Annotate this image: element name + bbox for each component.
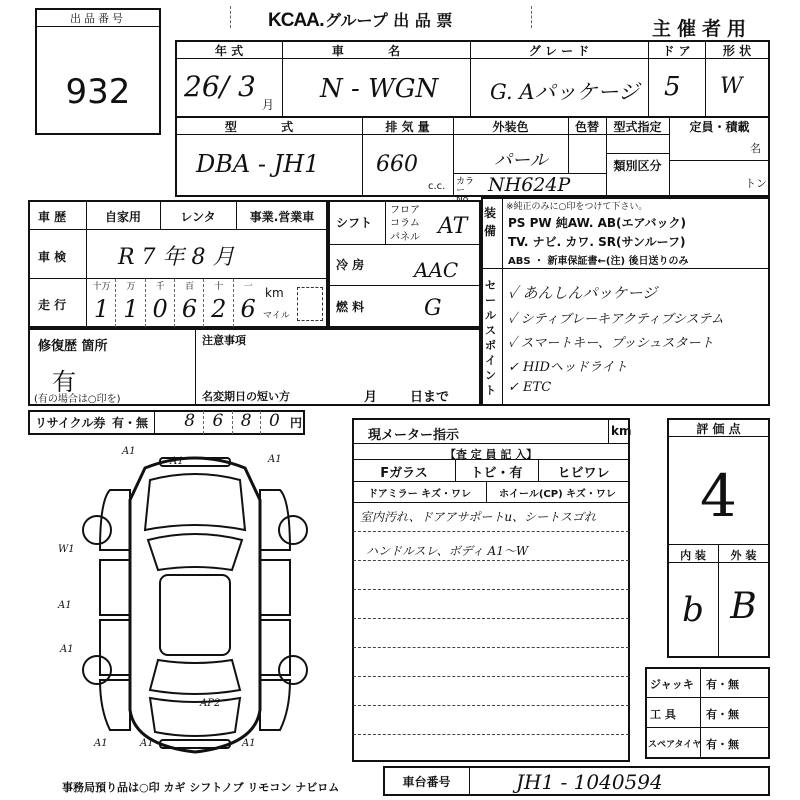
meter-label: 現メーター指示 bbox=[368, 428, 460, 443]
name-label: 車 名 bbox=[331, 44, 421, 58]
displacement-value: 660 bbox=[376, 152, 418, 177]
repair-value: 有 bbox=[52, 368, 76, 396]
month-unit: 月 bbox=[262, 98, 275, 112]
spare-yes-no: 有・無 bbox=[706, 738, 739, 751]
rear-window bbox=[150, 660, 240, 694]
recycle-label: リサイクル券 bbox=[35, 416, 106, 430]
model-designation-label: 型式指定 bbox=[613, 120, 662, 134]
lot-number-label: 出品番号 bbox=[70, 12, 126, 25]
vehicle-damage-diagram bbox=[40, 440, 350, 770]
right-rear-door bbox=[260, 620, 290, 675]
hood-outline bbox=[145, 474, 245, 530]
rental-option: レンタ bbox=[180, 210, 216, 224]
interior-grade: b bbox=[682, 590, 704, 630]
model-label: 型 式 bbox=[224, 120, 314, 134]
mileage-cell: 百 6 bbox=[175, 279, 204, 327]
capacity-label: 定員・積載 bbox=[689, 120, 750, 134]
meter-km: km bbox=[611, 424, 632, 438]
yen-unit: 円 bbox=[290, 416, 303, 430]
spare-tire-label: スペアタイヤ bbox=[648, 740, 702, 750]
mileage-unit-checkbox bbox=[297, 287, 323, 321]
deadline-month: 月 bbox=[364, 390, 378, 405]
color-no-label: カラー No. bbox=[456, 177, 475, 205]
grade-label: グ レ ー ド bbox=[528, 44, 590, 58]
mirror-label: ドアミラー キズ・ワレ bbox=[368, 489, 471, 500]
mileage-cell: 一 6 bbox=[240, 282, 256, 323]
damage-mark: A1 bbox=[242, 738, 256, 749]
exterior-label: 外 装 bbox=[730, 549, 757, 562]
recycle-yes-no: 有・無 bbox=[112, 416, 149, 430]
shift-floor: フロア bbox=[390, 205, 420, 216]
equipment-label: 装 備 bbox=[484, 206, 497, 238]
right-rear-fender bbox=[260, 680, 290, 730]
category-label: 類別区分 bbox=[613, 159, 662, 173]
equipment-row-3: ABS ・ 新車保証書←(注) 後日送りのみ bbox=[508, 256, 689, 267]
ac-label: 冷 房 bbox=[336, 258, 365, 272]
grade-value: G. Aパッケージ bbox=[490, 80, 640, 104]
form-title bbox=[268, 8, 452, 32]
capacity-unit-people: 名 bbox=[750, 142, 761, 155]
footer-items: 事務局預り品は○印 カギ シフトノブ リモコン ナビロム bbox=[62, 781, 340, 794]
equipment-note: ※純正のみに○印をつけて下さい。 bbox=[506, 202, 648, 212]
mileage-cell: 千 0 bbox=[146, 279, 175, 327]
exterior-color-label: 外装色 bbox=[492, 120, 529, 134]
inspector-comment-1: 室内汚れ、ドアアサポートu、シートスゴれ bbox=[360, 510, 596, 524]
front-left-tire bbox=[83, 516, 111, 544]
title-text: .グループ 出 品 票 bbox=[318, 11, 453, 30]
shape-label: 形 状 bbox=[722, 44, 752, 58]
damage-mark: A1 bbox=[170, 456, 184, 467]
list-item: ✓ シティブレーキアクティブシステム bbox=[508, 312, 724, 327]
notes-label: 注意事項 bbox=[202, 334, 246, 347]
car-name-value: N - WGN bbox=[320, 74, 439, 104]
organizer-label: 主催者用 bbox=[652, 18, 753, 40]
deadline-label: 名変期日の短い方 bbox=[202, 390, 290, 403]
shape-value: W bbox=[720, 74, 743, 99]
mileage-cell: 十 2 bbox=[204, 279, 233, 327]
right-front-door bbox=[260, 560, 290, 615]
equipment-row-2: TV. ナビ. カワ. SR(サンルーフ) bbox=[508, 235, 686, 249]
year-value: 26/ 3 bbox=[184, 70, 256, 103]
km-label: km bbox=[265, 286, 284, 300]
rear-right-tire bbox=[279, 656, 307, 684]
list-item: ✓ HIDヘッドライト bbox=[508, 360, 628, 375]
tools-label: 工 具 bbox=[650, 708, 676, 721]
ac-value: AAC bbox=[414, 258, 459, 282]
mileage-label: 走 行 bbox=[38, 298, 67, 312]
doors-label: ド ア bbox=[662, 44, 691, 58]
car-body-outline bbox=[130, 458, 260, 752]
exterior-color-value: パール bbox=[494, 150, 548, 171]
mile-label: マイル bbox=[263, 311, 290, 321]
interior-label: 内 装 bbox=[680, 549, 706, 562]
recycle-digit: 0 bbox=[268, 411, 280, 431]
damage-mark: A1 bbox=[122, 446, 136, 457]
inspector-header: 【査 定 員 記 入】 bbox=[444, 448, 538, 461]
color-no-value: NH624P bbox=[488, 174, 571, 196]
chip-label: トビ・有 bbox=[470, 466, 523, 481]
damage-mark: A1 bbox=[60, 644, 74, 655]
rear-left-tire bbox=[83, 656, 111, 684]
left-front-door bbox=[100, 560, 130, 615]
front-right-tire bbox=[279, 516, 307, 544]
vehicle-history-label: 車 歴 bbox=[38, 210, 67, 224]
tools-yes-no: 有・無 bbox=[706, 708, 739, 721]
inspection-label: 車 検 bbox=[38, 250, 67, 264]
damage-mark: AP2 bbox=[200, 698, 221, 709]
mileage-grid bbox=[87, 279, 262, 327]
f-glass-label: Fガラス bbox=[380, 466, 428, 481]
roof bbox=[160, 575, 230, 655]
recycle-digit: 8 bbox=[233, 411, 261, 434]
year-label: 年 式 bbox=[214, 44, 244, 58]
cc-unit: c.c. bbox=[428, 181, 446, 192]
repaint-label: 色替 bbox=[574, 120, 599, 134]
list-item: ✓ ETC bbox=[508, 380, 552, 395]
lot-number-value: 932 bbox=[65, 72, 131, 112]
windshield bbox=[148, 534, 242, 570]
list-item: ✓ あんしんパッケージ bbox=[508, 284, 658, 302]
sales-points-label: セールスポイント bbox=[485, 279, 496, 397]
displacement-label: 排 気 量 bbox=[385, 120, 430, 134]
damage-mark: A1 bbox=[268, 454, 282, 465]
repair-note: (有の場合は○印を) bbox=[34, 394, 121, 405]
chassis-label: 車台番号 bbox=[402, 775, 451, 789]
fuel-label: 燃 料 bbox=[336, 300, 365, 314]
deadline-day: 日まで bbox=[410, 390, 450, 405]
damage-mark: A1 bbox=[58, 600, 72, 611]
wheel-label: ホイール(CP) キズ・ワレ bbox=[499, 489, 616, 500]
private-use-option: 自家用 bbox=[104, 210, 141, 224]
recycle-digit: 8 bbox=[176, 411, 204, 434]
exterior-grade: B bbox=[730, 586, 757, 627]
shift-value: AT bbox=[438, 214, 468, 239]
damage-mark: A1 bbox=[140, 738, 154, 749]
shift-label: シフト bbox=[336, 216, 373, 230]
evaluation-score: 4 bbox=[700, 462, 737, 530]
damage-mark: A1 bbox=[94, 738, 108, 749]
mileage-cell: 十万 1 bbox=[87, 279, 116, 327]
shift-panel: パネル bbox=[390, 232, 420, 243]
brand-logo: KCAA bbox=[268, 10, 319, 31]
damage-mark: W1 bbox=[58, 544, 75, 555]
inspector-comment-2: ハンドルスレ、ボディ A1〜W bbox=[366, 544, 529, 558]
list-item: ✓ スマートキー、プッシュスタート bbox=[508, 336, 714, 351]
doors-value: 5 bbox=[664, 72, 681, 102]
tailgate bbox=[150, 698, 240, 736]
mileage-cell: 万 1 bbox=[116, 279, 145, 327]
equipment-row-1: PS PW 純AW. AB(エアバック) bbox=[508, 216, 687, 230]
left-rear-door bbox=[100, 620, 130, 675]
evaluation-label: 評 価 点 bbox=[696, 422, 741, 436]
fuel-value: G bbox=[424, 296, 442, 321]
shift-column: コラム bbox=[390, 218, 420, 229]
inspection-value: R 7 年 8 月 bbox=[118, 245, 235, 270]
repair-label: 修復歴 箇所 bbox=[38, 339, 108, 354]
recycle-digit: 6 bbox=[204, 411, 232, 434]
crack-label: ヒビワレ bbox=[557, 466, 610, 481]
recycle-amount bbox=[176, 411, 288, 434]
jack-label: ジャッキ bbox=[650, 678, 694, 691]
chassis-value: JH1 - 1040594 bbox=[516, 770, 663, 794]
jack-yes-no: 有・無 bbox=[706, 678, 739, 691]
model-code-value: DBA - JH1 bbox=[196, 150, 320, 178]
left-rear-fender bbox=[100, 680, 130, 730]
commercial-option: 事業.営業車 bbox=[249, 210, 315, 224]
capacity-unit-ton: トン bbox=[745, 177, 767, 190]
